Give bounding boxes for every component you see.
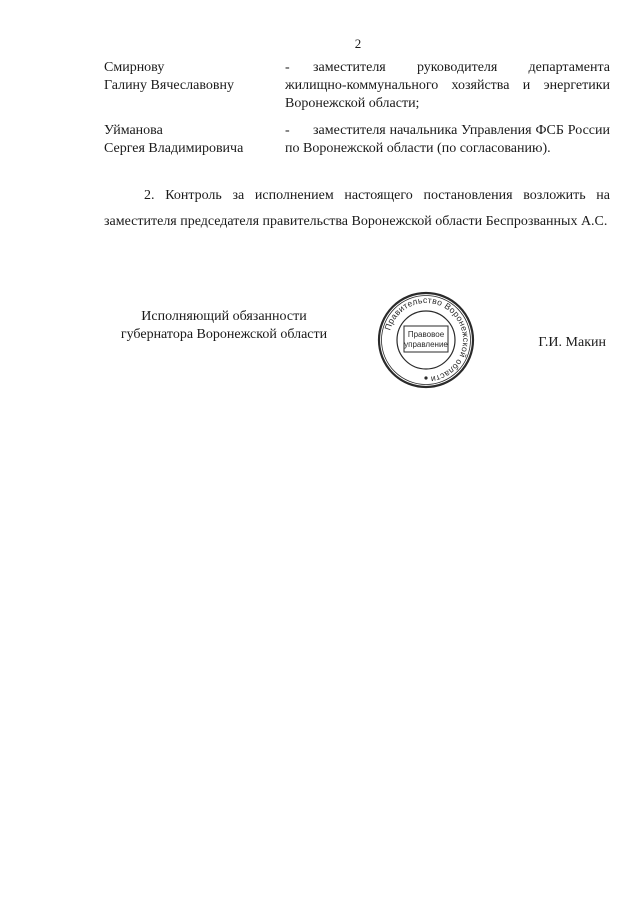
- person-surname: Уйманова: [104, 123, 163, 138]
- person-dash: -: [285, 123, 290, 138]
- stamp-outer-text: Правительство Воронежской области: [382, 294, 472, 385]
- stamp-inner-line1: Правовое: [407, 330, 445, 339]
- person-given-names: Сергея Владимировича: [104, 141, 244, 156]
- signatory-title: [104, 308, 344, 344]
- page-number: 2: [354, 36, 362, 51]
- stamp-graphic: [376, 290, 476, 390]
- stamp-dot: [424, 376, 427, 379]
- signatory-name: Г.И. Макин: [538, 335, 606, 350]
- signatory-title-line2: губернатора Воронежской области: [120, 327, 328, 342]
- signatory-title-line1: Исполняющий обязанности: [141, 309, 307, 324]
- person-dash: -: [285, 60, 290, 75]
- person-name: [104, 59, 279, 95]
- stamp-inner-line2: управление: [404, 340, 448, 349]
- signature-block: [104, 294, 610, 388]
- person-given-names: Галину Вячеславовну: [104, 78, 234, 93]
- official-stamp: [376, 290, 476, 390]
- person-role: заместителя начальника Управления ФСБ России по Воронежской области (по согласованию).: [285, 123, 610, 156]
- person-name: [104, 122, 279, 158]
- person-role: заместителя руководителя департамента жилищно-коммунального хозяйства и энергетики Воронежской области;: [285, 60, 610, 111]
- control-paragraph: 2. Контроль за исполнением настоящего постановления возложить на заместителя председателя правительства Воронежской области Беспрозванных А.С.: [104, 188, 610, 229]
- person-surname: Смирнову: [104, 60, 165, 75]
